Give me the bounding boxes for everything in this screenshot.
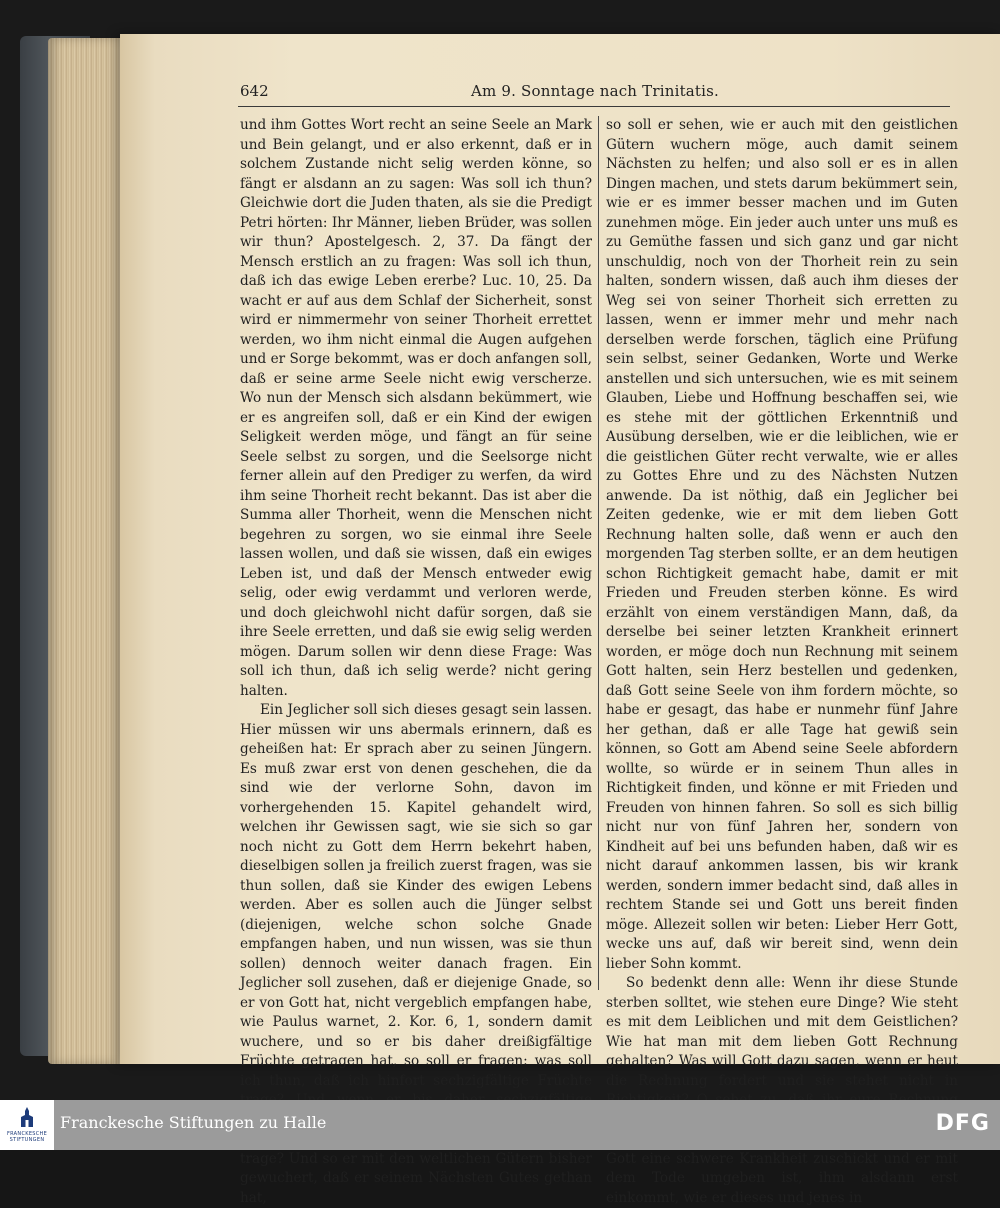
logo-text: FRANCKESCHE STIFTUNGEN: [6, 1131, 48, 1143]
paragraph: so soll er sehen, wie er auch mit den geistlichen Gütern wuchern möge, auch damit seinem Nächsten zu helfen; und also soll er es in allen Dingen machen, und stets darum bekümmert sein, wie er es immer besser machen und im Guten zunehmen möge. Ein jeder auch unter uns muß es zu Gemüthe fassen und sich ganz und gar nicht unschuldig, noch von der Thorheit rein zu sein halten, sondern wissen, daß auch ihm dieses der Weg sei von seiner Thorheit sich erretten zu lassen, wenn er immer mehr und mehr nach derselben werde forschen, täglich eine Prüfung sein selbst, seiner Gedanken, Worte und Werke anstellen und sich untersuchen, wie es mit seinem Glauben, Liebe und Hoffnung beschaffen sei, wie es stehe mit der göttlichen Erkenntniß und Ausübung derselben, wie er die leiblichen, wie er die geistlichen Güter recht verwalte, wie er alles zu Gottes Ehre und zu des Nächsten Nutzen anwende. Da ist nöthig, daß ein Jeglicher bei Zeiten gedenke, wie er mit dem lieben Gott Rechnung halten solle, daß wenn er auch den morgenden Tag sterben sollte, er an dem heutigen schon Richtigkeit gemacht habe, damit er mit Frieden und Freuden sterben könne. Es wird erzählt von einem verständigen Mann, daß, da derselbe bei seiner letzten Krankheit erinnert worden, er möge doch nun Rechnung mit seinem Gott halten, sein Herz bestellen und gedenken, daß Gott seine Seele von ihm fordern möchte, so habe er gesagt, das habe er nunmehr fünf Jahre her gethan, daß er alle Tage hat gewiß sein können, so Gott am Abend seine Seele abfordern wollte, so würde er in seinem Thun alles in Richtigkeit finden, und könne er mit Frieden und Freuden von hinnen fahren. So soll es sich billig nicht nur von fünf Jahren her, sondern von Kindheit auf bei uns befunden haben, daß wir es nicht darauf ankommen lassen, bis wir krank werden, sondern immer bedacht sind, daß alles in rechtem Stande sei und Gott uns bereit finden möge. Allezeit sollen wir beten: Lieber Herr Gott, wecke uns auf, daß wir bereit sind, wenn dein lieber Sohn kommt.: [606, 117, 958, 972]
left-column: [240, 116, 592, 1206]
running-title: Am 9. Sonntage nach Trinitatis.: [470, 82, 720, 100]
page-number: 642: [240, 82, 269, 100]
paragraph: Ein Jeglicher soll sich dieses gesagt sein lassen. Hier müssen wir uns abermals erinnern, daß es geheißen hat: Er sprach aber zu seinen Jüngern. Es muß zwar erst von denen geschehen, die da sind wie der verlorne Sohn, davon im vorhergehenden 15. Kapitel gehandelt wird, welchen ihr Gewissen sagt, wie sie sich so gar noch nicht zu Gott dem Herrn bekehrt haben, dieselbigen sollen ja freilich zuerst fragen, was sie thun sollen, daß sie Kinder des ewigen Lebens werden. Aber es sollen auch die Jünger selbst (diejenigen, welche schon solche Gnade empfangen haben, und nun wissen, was sie thun sollen) dennoch weiter danach fragen. Ein Jeglicher soll zusehen, daß er diejenige Gnade, so er von Gott hat, nicht vergeblich empfangen habe, wie Paulus warnet, 2. Kor. 6, 1, sondern damit wuchere, und so er bis daher dreißigfältige Früchte getragen hat, so soll er fragen: was soll ich thun, daß ich hinfort sechzigfältige Früchte trage? Und so er mit den weltlichen Gütern bisher gewuchert, daß er seinem Nächsten Gutes gethan hat,: [240, 702, 592, 1206]
franckesche-logo[interactable]: [0, 1100, 54, 1150]
building-icon: [19, 1106, 35, 1128]
header-rule: [238, 106, 950, 107]
column-divider: [598, 116, 599, 990]
page-header: [240, 82, 950, 106]
institution-name[interactable]: Franckesche Stiftungen zu Halle: [60, 1113, 327, 1132]
paragraph: So bedenkt denn alle: Wenn ihr diese Stunde sterben solltet, wie stehen eure Dinge? Wie steht es mit dem Leiblichen und mit dem Geistlichen? Wie hat man mit dem lieben Gott Rechnung gehalten? Was will Gott dazu sagen, wenn er heut die Rechnung fordert und sie stehet nicht in Gott eine schwere Krankheit zuschickt und er mit dem Tode umgeben ist, ihm alsdann erst einkommt, wie er dieses und jenes in: [606, 975, 958, 1206]
right-column: [606, 116, 958, 1206]
viewer-footer: [0, 1100, 1000, 1150]
dfg-logo[interactable]: DFG: [935, 1111, 990, 1136]
paragraph: und ihm Gottes Wort recht an seine Seele an Mark und Bein gelangt, und er also erkennt, daß er in solchem Zustande nicht selig werden könne, so fängt er alsdann an zu sagen: Was soll ich thun? Gleichwie dort die Juden thaten, als sie die Predigt Petri hörten: Ihr Männer, lieben Brüder, was sollen wir thun? Apostelgesch. 2, 37. Da fängt der Mensch erstlich an zu fragen: Was soll ich thun, daß ich das ewige Leben ererbe? Luc. 10, 25. Da wacht er auf aus dem Schlaf der Sicherheit, sonst wird er nimmermehr von seiner Thorheit errettet werden, wo ihm nicht einmal die Augen aufgehen und er Sorge bekommt, was er doch anfangen soll, daß er seine arme Seele nicht ewig verscherze. Wo nun der Mensch sich alsdann bekümmert, wie er es angreifen soll, daß er ein Kind der ewigen Seligkeit werden möge, und fängt an für seine Seele selbst zu sorgen, und die Seelsorge nicht ferner allein auf den Prediger zu werfen, da wird ihm seine Thorheit recht bekannt. Das ist aber die Summa aller Thorheit, wenn die Menschen nicht begehren zu sorgen, wo sie einmal ihre Seele lassen wollen, und daß sie wissen, daß ein ewiges Leben ist, und daß der Mensch entweder ewig selig, oder ewig verdammt und verloren werde, und doch gleichwohl nicht dafür sorgen, daß sie ihre Seele erretten, und daß sie ewig selig werden mögen. Darum sollen wir denn diese Frage: Was soll ich thun, daß ich selig werde? nicht gering halten.: [240, 117, 592, 699]
